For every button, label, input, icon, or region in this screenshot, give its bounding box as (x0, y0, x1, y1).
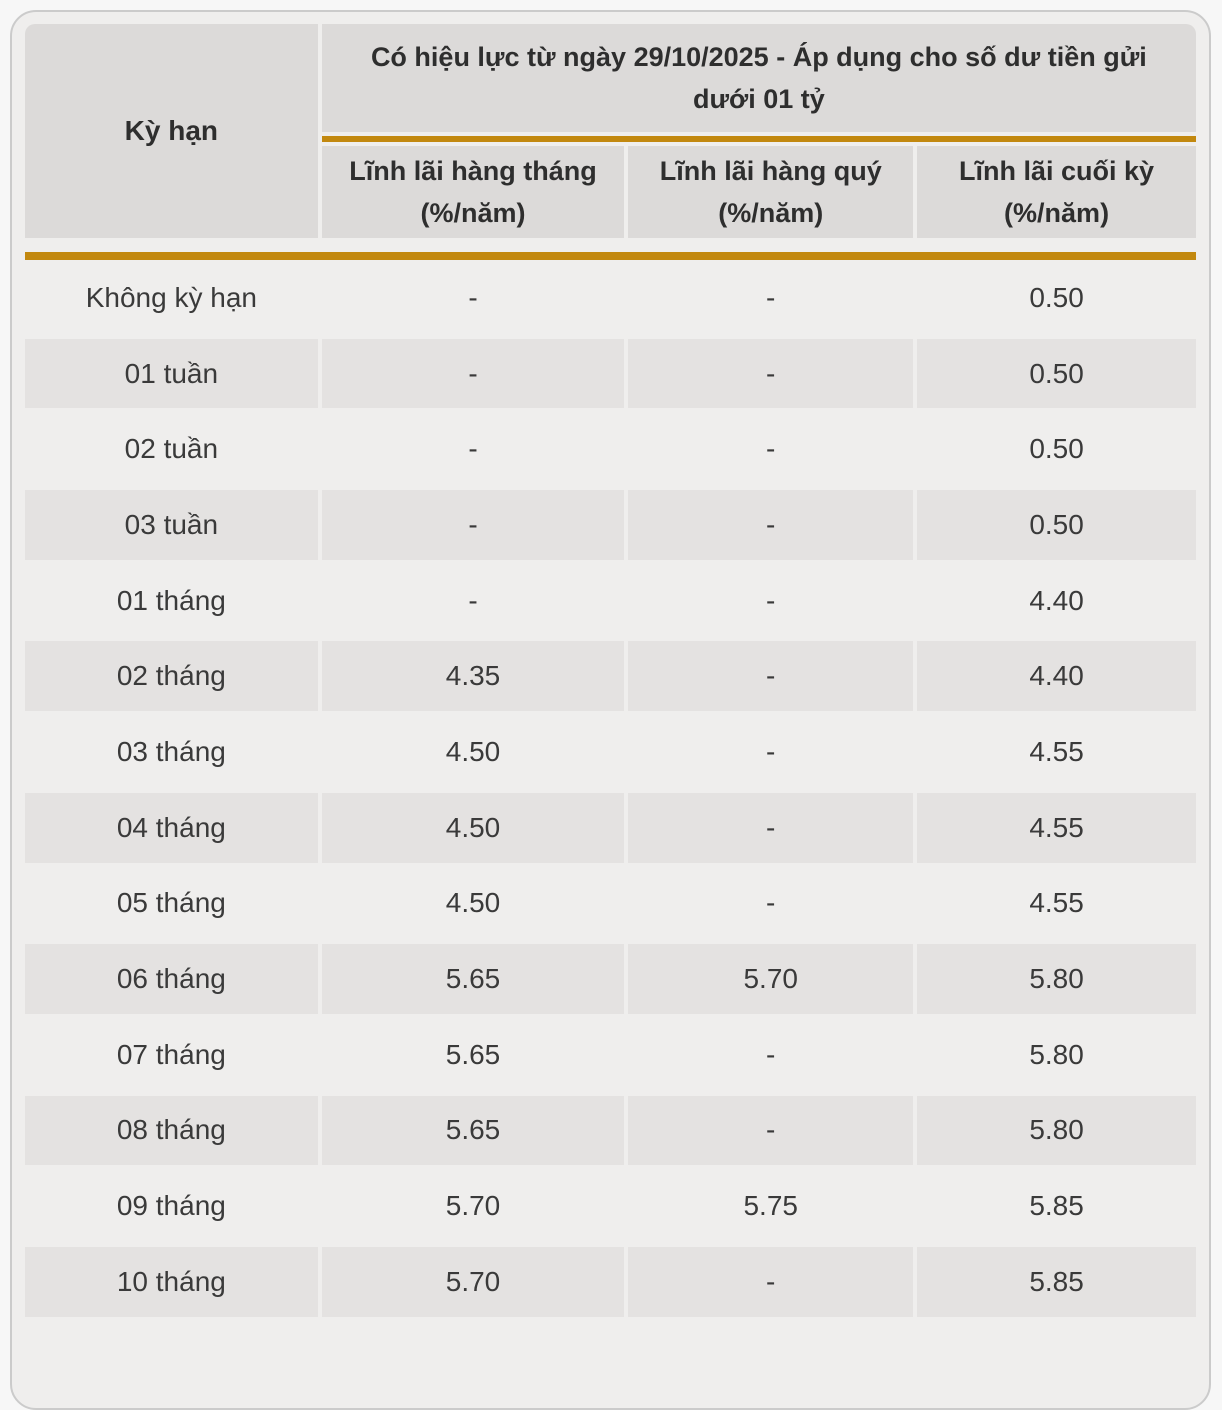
column-header-end-of-term-label: Lĩnh lãi cuối kỳ (959, 156, 1155, 186)
quarterly-rate-cell: - (766, 584, 776, 616)
end-of-term-rate-cell: 4.55 (917, 790, 1196, 866)
monthly-rate-cell: 4.50 (445, 735, 501, 767)
term-cell: 02 tuần (124, 433, 219, 465)
monthly-rate-cell: 5.65 (322, 941, 625, 1017)
term-cell: 04 tháng (25, 790, 318, 866)
term-cell: 08 tháng (25, 1093, 318, 1169)
end-of-term-rate-cell: 5.85 (917, 1244, 1196, 1320)
gold-divider-thin (322, 136, 1196, 142)
column-header-end-of-term-unit: (%/năm) (1004, 198, 1110, 228)
end-of-term-rate-cell: 4.40 (1029, 584, 1084, 616)
term-column-header: Kỳ hạn (25, 24, 318, 238)
end-of-term-rate-cell: 4.55 (1029, 887, 1084, 919)
monthly-rate-cell: - (468, 433, 478, 465)
monthly-rate-cell: - (468, 584, 478, 616)
quarterly-rate-cell: - (766, 281, 776, 313)
end-of-term-rate-cell: 5.85 (1029, 1190, 1084, 1222)
end-of-term-rate-cell: 0.50 (917, 336, 1196, 412)
rate-card (10, 10, 1211, 1410)
quarterly-rate-cell: - (766, 887, 776, 919)
quarterly-rate-cell: - (628, 487, 913, 563)
gold-divider-thick (25, 252, 1196, 260)
monthly-rate-cell: 4.50 (445, 887, 501, 919)
quarterly-rate-cell: - (628, 790, 913, 866)
term-cell: 07 tháng (116, 1038, 226, 1070)
term-cell: 02 tháng (25, 638, 318, 714)
interest-rate-table (25, 24, 1196, 1320)
quarterly-rate-cell: - (628, 336, 913, 412)
column-header-monthly-unit: (%/năm) (420, 198, 526, 228)
term-cell: 06 tháng (25, 941, 318, 1017)
monthly-rate-cell: - (322, 336, 625, 412)
column-header-quarterly (628, 146, 913, 238)
column-header-end-of-term (917, 146, 1196, 238)
quarterly-rate-cell: 5.70 (628, 941, 913, 1017)
quarterly-rate-cell: - (766, 433, 776, 465)
quarterly-rate-cell: - (628, 638, 913, 714)
column-header-quarterly-unit: (%/năm) (718, 198, 824, 228)
term-cell: 03 tuần (25, 487, 318, 563)
end-of-term-rate-cell: 4.55 (1029, 735, 1084, 767)
end-of-term-rate-cell: 5.80 (917, 1093, 1196, 1169)
term-cell: 01 tuần (25, 336, 318, 412)
column-header-monthly-label: Lĩnh lãi hàng tháng (349, 156, 597, 186)
quarterly-rate-cell: - (766, 1038, 776, 1070)
term-cell: 05 tháng (116, 887, 226, 919)
monthly-rate-cell: 5.70 (445, 1190, 501, 1222)
monthly-rate-cell: 5.65 (445, 1038, 501, 1070)
end-of-term-rate-cell: 0.50 (1029, 281, 1084, 313)
monthly-rate-cell: 4.50 (322, 790, 625, 866)
quarterly-rate-cell: - (628, 1244, 913, 1320)
term-cell: Không kỳ hạn (85, 281, 257, 313)
monthly-rate-cell: 5.70 (322, 1244, 625, 1320)
end-of-term-rate-cell: 0.50 (1029, 433, 1084, 465)
column-header-monthly (322, 146, 625, 238)
term-cell: 10 tháng (25, 1244, 318, 1320)
monthly-rate-cell: 5.65 (322, 1093, 625, 1169)
monthly-rate-cell: - (468, 281, 478, 313)
end-of-term-rate-cell: 0.50 (917, 487, 1196, 563)
monthly-rate-cell: - (322, 487, 625, 563)
quarterly-rate-cell: - (766, 735, 776, 767)
quarterly-rate-cell: 5.75 (743, 1190, 798, 1222)
column-header-quarterly-label: Lĩnh lãi hàng quý (659, 156, 882, 186)
effective-date-header: Có hiệu lực từ ngày 29/10/2025 - Áp dụng cho số dư tiền gửi dưới 01 tỷ (322, 24, 1196, 132)
term-cell: 09 tháng (116, 1190, 226, 1222)
quarterly-rate-cell: - (628, 1093, 913, 1169)
end-of-term-rate-cell: 5.80 (917, 941, 1196, 1017)
term-cell: 03 tháng (116, 735, 226, 767)
end-of-term-rate-cell: 5.80 (1029, 1038, 1084, 1070)
term-cell: 01 tháng (116, 584, 226, 616)
monthly-rate-cell: 4.35 (322, 638, 625, 714)
end-of-term-rate-cell: 4.40 (917, 638, 1196, 714)
